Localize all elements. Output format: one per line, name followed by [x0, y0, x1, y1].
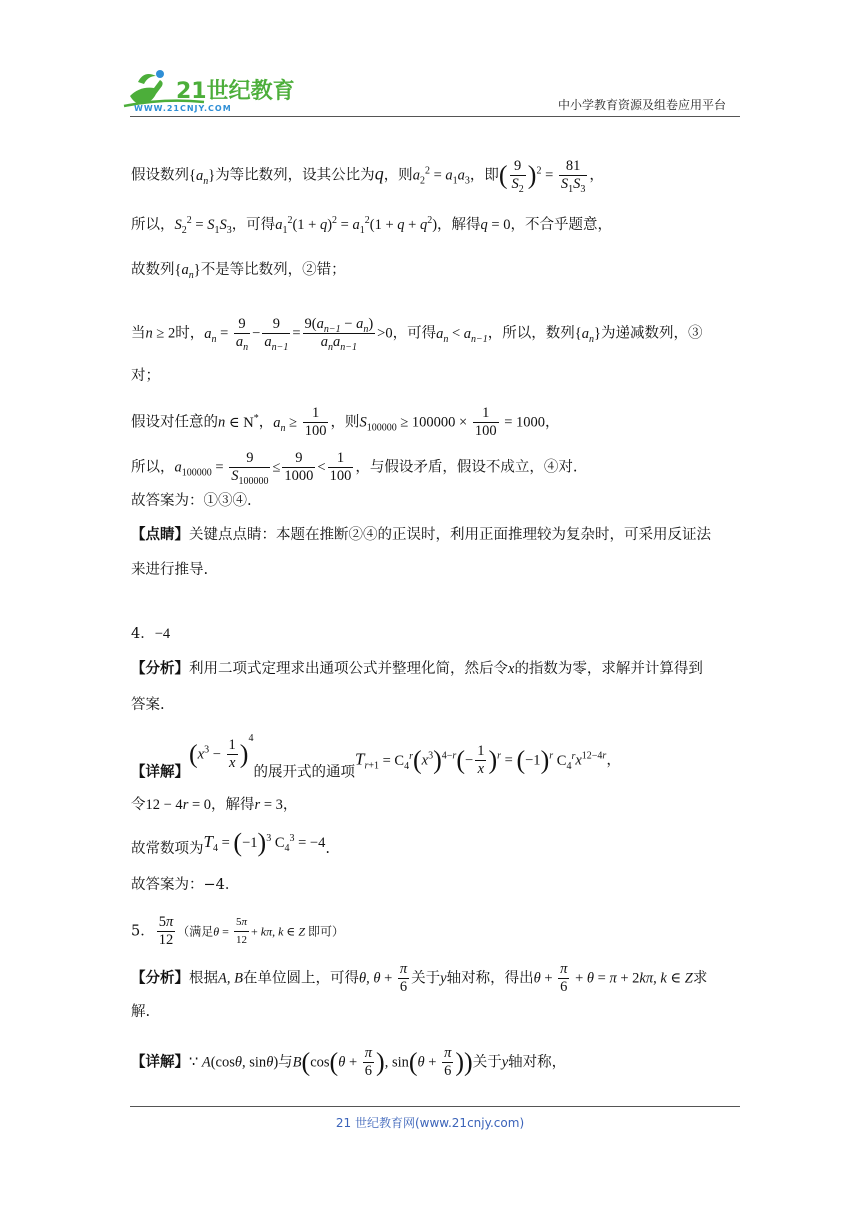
runner-icon — [130, 74, 163, 104]
text-line: 假设数列$\{a_n\}$为等比数列，设其公比为q，则$a_2^2 = a_1a_3$，即( $\frac{9}{S_2}$ )$^2$ = $\frac{81}{S_1S_3}$ ， — [131, 158, 604, 195]
text-line: 所以，$a_{100000}$ = $\frac{9}{S_{100000}}$ ≤ $\frac{9}{1000}$ < $\frac{1}{100}$ ，与假设矛盾，假设不成立，④对. — [131, 450, 578, 487]
text-line: 【分析】根据A, B在单位圆上，可得θ, θ + $\frac{\pi}{6}$ 关于y轴对称，得出θ + $\frac{\pi}{6}$ + θ = π + 2kπ, k ∈ Z求 — [131, 961, 708, 995]
text-line: 假设对任意的n ∈ N*，$a_n$ ≥ $\frac{1}{100}$ ，则$S_{100000} \ge 100000$ × $\frac{1}{100}$ = 1000， — [131, 405, 560, 439]
text-line: 故常数项为$T_4 = (-1)^3$ $C_4^3 = -4$. — [131, 828, 330, 857]
logo — [120, 66, 295, 114]
question-number: 5． $\frac{5\pi}{12}$ （满足θ = $\frac{5\pi}{12}$ + kπ, k ∈ Z 即可） — [131, 914, 345, 948]
text-line: 当n ≥ 2时，$a_n$ = $\frac{9}{a_n}$ − $\frac{9}{a_{n-1}}$ = $\frac{9(a_{n-1} - a_n)}{a_na_{n-1}}$ >0，可得$a_n < a_{n-1}$，所以，数列$\{a_n\}$为递减数列，③ — [131, 316, 703, 353]
footer-link[interactable]: 21 世纪教育网(www.21cnjy.com) — [335, 1116, 525, 1130]
text-line: 解. — [131, 1004, 151, 1020]
svg-text:21世纪教育: 21世纪教育 — [176, 79, 295, 104]
text-line: 故数列$\{a_n\}$不是等比数列，②错； — [131, 262, 346, 281]
svg-text:WWW.21CNJY.COM: WWW.21CNJY.COM — [134, 104, 232, 113]
text-line: 所以，$S_2^2 = S_1S_3$，可得$a_1^2(1 + q)^2 = a_1^2(1 + q + q^2)$，解得q = 0，不合乎题意， — [131, 215, 612, 236]
text-line: 【分析】利用二项式定理求出通项公式并整理化简，然后令x的指数为零，求解并计算得到 — [131, 660, 703, 677]
text-line: 来进行推导. — [131, 562, 209, 578]
text-line: 故答案为：−4． — [131, 877, 240, 893]
text-line: 令12 − 4r = 0，解得r = 3， — [131, 797, 298, 813]
text-line: 故答案为：①③④. — [131, 493, 252, 509]
footer-divider — [130, 1106, 740, 1107]
text-line: 对； — [131, 368, 160, 384]
header-divider — [130, 116, 740, 117]
text-line: 答案. — [131, 697, 165, 713]
text-line: 【点睛】关键点点睛：本题在推断②④的正误时，利用正面推理较为复杂时，可采用反证法 — [131, 526, 711, 543]
text-line: 【详解】($x^3$ − $\frac{1}{x}$ )$^4$的展开式的通项$T_{r+1} = C_4^r(x^3)^{4-r}(-$ $\frac{1}{x}$ )$^r = (-1)^r$ $C_4^rx^{12-4r}$， — [131, 732, 621, 781]
text-line: 【详解】∵ A(cosθ, sinθ)与B(cos(θ + $\frac{\pi}{6}$ ), sin(θ + $\frac{\pi}{6}$ ))关于y轴对称， — [131, 1045, 567, 1079]
question-number: 4．−4 — [131, 626, 171, 642]
header-platform-text: 中小学教育资源及组卷应用平台 — [557, 98, 726, 112]
